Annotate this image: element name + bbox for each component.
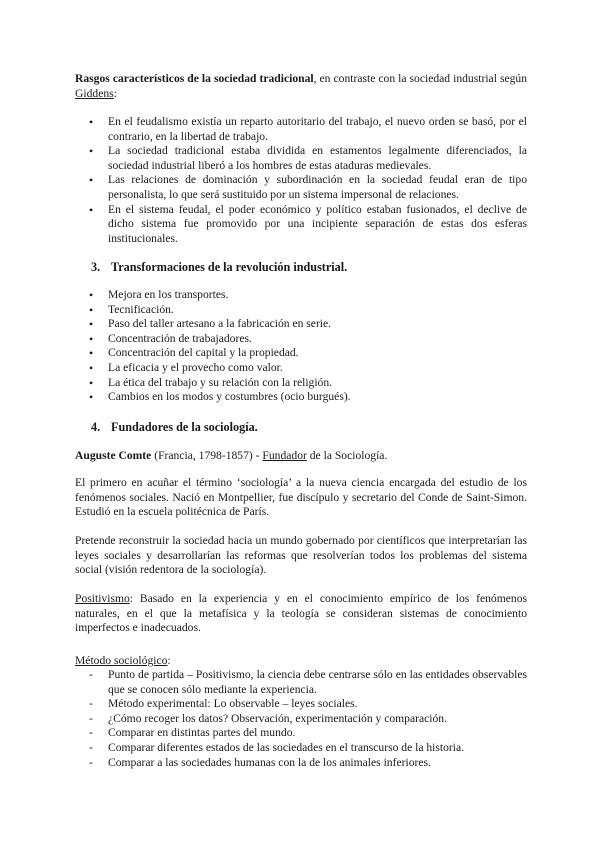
intro-author: Giddens — [75, 86, 114, 100]
comte-line: Auguste Comte (Francia, 1798-1857) - Fundador de la Sociología. — [75, 449, 388, 462]
list-item: - Comparar a las sociedades humanas con la de los animales inferiores. — [75, 756, 527, 771]
list-item: • Concentración de trabajadores. — [75, 332, 527, 347]
comte-aim-paragraph: Pretende reconstruir la sociedad hacia un mundo gobernado por científicos que interpretarían las leyes sociales y desarrollarían las reformas que resolverían todos los problemas del sistema social (visión redentora de la sociología). — [75, 534, 527, 577]
positivism-paragraph: Positivismo: Basado en la experiencia y en el conocimiento empírico de los fenómenos naturales, en el que la metafísica y la teología se consideran sistemas de conocimiento imperfectos e inadecuados. — [75, 592, 527, 635]
comte-name: Auguste Comte — [75, 449, 152, 462]
intro-text: , en contraste con la sociedad industrial según — [313, 72, 527, 85]
section-3-title: Transformaciones de la revolución industrial. — [111, 260, 348, 274]
list-item: • Tecnificación. — [75, 303, 527, 318]
list-item: • Paso del taller artesano a la fabricación en serie. — [75, 317, 527, 332]
list-item: • Concentración del capital y la propiedad. — [75, 346, 527, 361]
comte-bio-paragraph: El primero en acuñar el término ‘sociología’ a la nueva ciencia encargada del estudio de los fenómenos sociales. Nació en Montpellier, fue discípulo y secretario del Conde de Saint-Simon. Estudió en la escuela politécnica de París. — [75, 476, 527, 519]
list-item: - ¿Cómo recoger los datos? Observación, experimentación y comparación. — [75, 712, 527, 727]
list-item: - Punto de partida – Positivismo, la ciencia debe centrarse sólo en las entidades observables que se conocen sólo mediante la experiencia. — [75, 668, 527, 697]
section-3-heading: 3. Transformaciones de la revolución industrial. — [91, 260, 348, 274]
list-item: • La eficacia y el provecho como valor. — [75, 361, 527, 376]
list-item: • Mejora en los transportes. — [75, 288, 527, 303]
list-item: • En el sistema feudal, el poder económico y político estaban fusionados, el declive de dicho sistema fue promovido por una incipiente separación de estas dos esferas institucionales. — [75, 203, 527, 247]
transformations-list — [75, 288, 527, 405]
section-4-title: Fundadores de la sociología. — [111, 420, 258, 434]
list-item: • La ética del trabajo y su relación con la religión. — [75, 376, 527, 391]
method-heading: Método sociológico: — [75, 654, 171, 667]
list-item: • En el feudalismo existía un reparto autoritario del trabajo, el nuevo orden se basó, por el contrario, en la libertad de trabajo. — [75, 115, 527, 144]
list-item: • Las relaciones de dominación y subordinación en la sociedad feudal eran de tipo personalista, lo que será sustituido por un sistema impersonal de relaciones. — [75, 173, 527, 202]
comte-role: Fundador — [262, 449, 307, 462]
list-item: • La sociedad tradicional estaba dividida en estamentos legalmente diferenciados, la sociedad industrial liberó a los hombres de estas ataduras medievales. — [75, 144, 527, 173]
method-list — [75, 668, 527, 770]
intro-paragraph: Rasgos característicos de la sociedad tradicional, en contraste con la sociedad industrial según Giddens: — [75, 72, 527, 100]
list-item: • Cambios en los modos y costumbres (ocio burgués). — [75, 390, 527, 405]
traditional-features-list — [75, 115, 527, 246]
section-4-heading: 4. Fundadores de la sociología. — [91, 420, 258, 434]
intro-bold-title: Rasgos característicos de la sociedad tradicional — [75, 72, 314, 85]
list-item: - Comparar diferentes estados de las sociedades en el transcurso de la historia. — [75, 741, 527, 756]
list-item: - Comparar en distintas partes del mundo. — [75, 726, 527, 741]
list-item: - Método experimental: Lo observable – leyes sociales. — [75, 697, 527, 712]
positivism-term: Positivismo — [75, 592, 130, 605]
